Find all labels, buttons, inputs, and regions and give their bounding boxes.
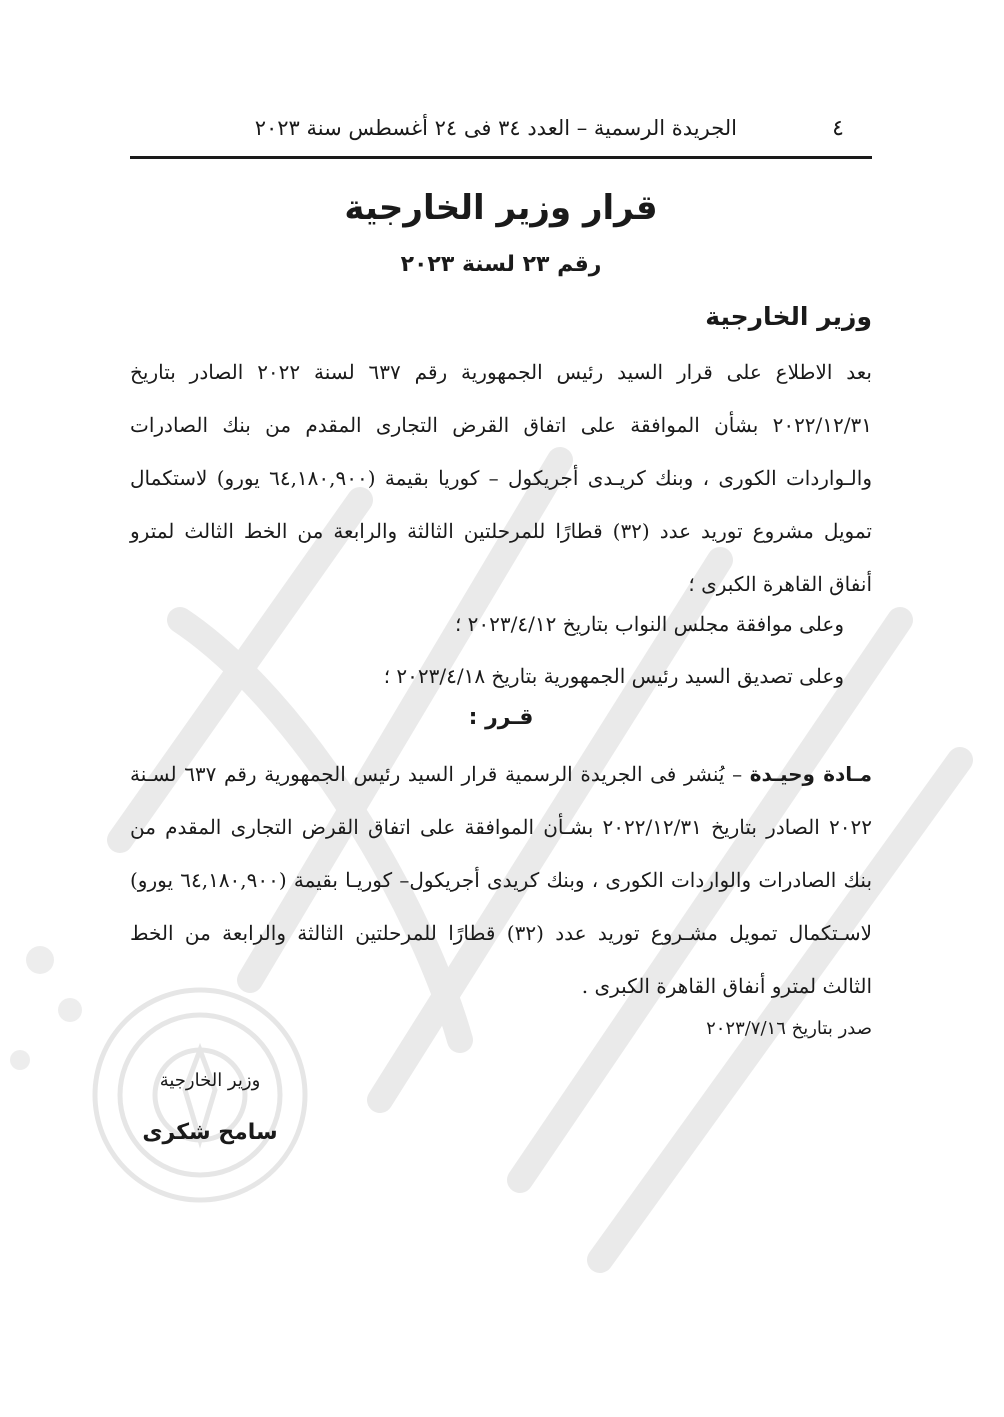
article-paragraph (130, 748, 872, 1013)
page-number: ٤ (832, 116, 844, 141)
decided-heading: قـرر : (468, 705, 534, 730)
issuer-heading: وزير الخارجية (705, 302, 872, 331)
page-header (130, 110, 872, 150)
issued-date: صدر بتاريخ ٢٠٢٣/٧/١٦ (706, 1018, 872, 1039)
gazette-header-title: الجريدة الرسمية – العدد ٣٤ فى ٢٤ أغسطس سنة ٢٠٢٣ (254, 116, 737, 140)
article-label: مـادة وحيـدة (749, 762, 872, 786)
decision-number: رقم ٢٣ لسنة ٢٠٢٣ (400, 252, 602, 277)
president-ratification-line: وعلى تصديق السيد رئيس الجمهورية بتاريخ ٢٠٢٣/٤/١٨ ؛ (383, 664, 844, 688)
header-divider (130, 156, 872, 159)
emblem-seal (95, 990, 305, 1200)
preamble-paragraph: بعد الاطلاع على قرار السيد رئيس الجمهورية رقم ٦٣٧ لسنة ٢٠٢٢ الصادر بتاريخ ٢٠٢٢/١٢/٣١ بشأن الموافقة على اتفاق القرض التجارى المقدم من بنك الصادرات والـواردات الكورى ، وبنك كريـدى أجريكول – كوريا بقيمة (٦٤,١٨٠,٩٠٠ يورو) لاستكمال تمويل مشروع توريد عدد (٣٢) قطارًا للمرحلتين الثالثة والرابعة من الخط الثالث لمترو أنفاق القاهرة الكبرى ؛ (130, 360, 872, 596)
decision-title: قرار وزير الخارجية (344, 188, 658, 228)
article-text: – يُنشر فى الجريدة الرسمية قرار السيد رئيس الجمهورية رقم ٦٣٧ لسـنة ٢٠٢٢ الصادر بتاريخ ٢٠٢٢/١٢/٣١ بشـأن الموافقة على اتفاق القرض التجارى المقدم من بنك الصادرات والواردات الكورى ، وبنك كريدى أجريكول– كوريـا بقيمة (٦٤,١٨٠,٩٠٠ يورو) لاسـتكمال تمويل مشـروع توريد عدد (٣٢) قطارًا للمرحلتين الثالثة والرابعة من الخط الثالث لمترو أنفاق القاهرة الكبرى . (130, 762, 873, 998)
signature-name: سامح شكرى (142, 1120, 278, 1145)
signature-role: وزير الخارجية (159, 1070, 261, 1091)
parliament-approval-line: وعلى موافقة مجلس النواب بتاريخ ٢٠٢٣/٤/١٢ ؛ (454, 612, 844, 636)
